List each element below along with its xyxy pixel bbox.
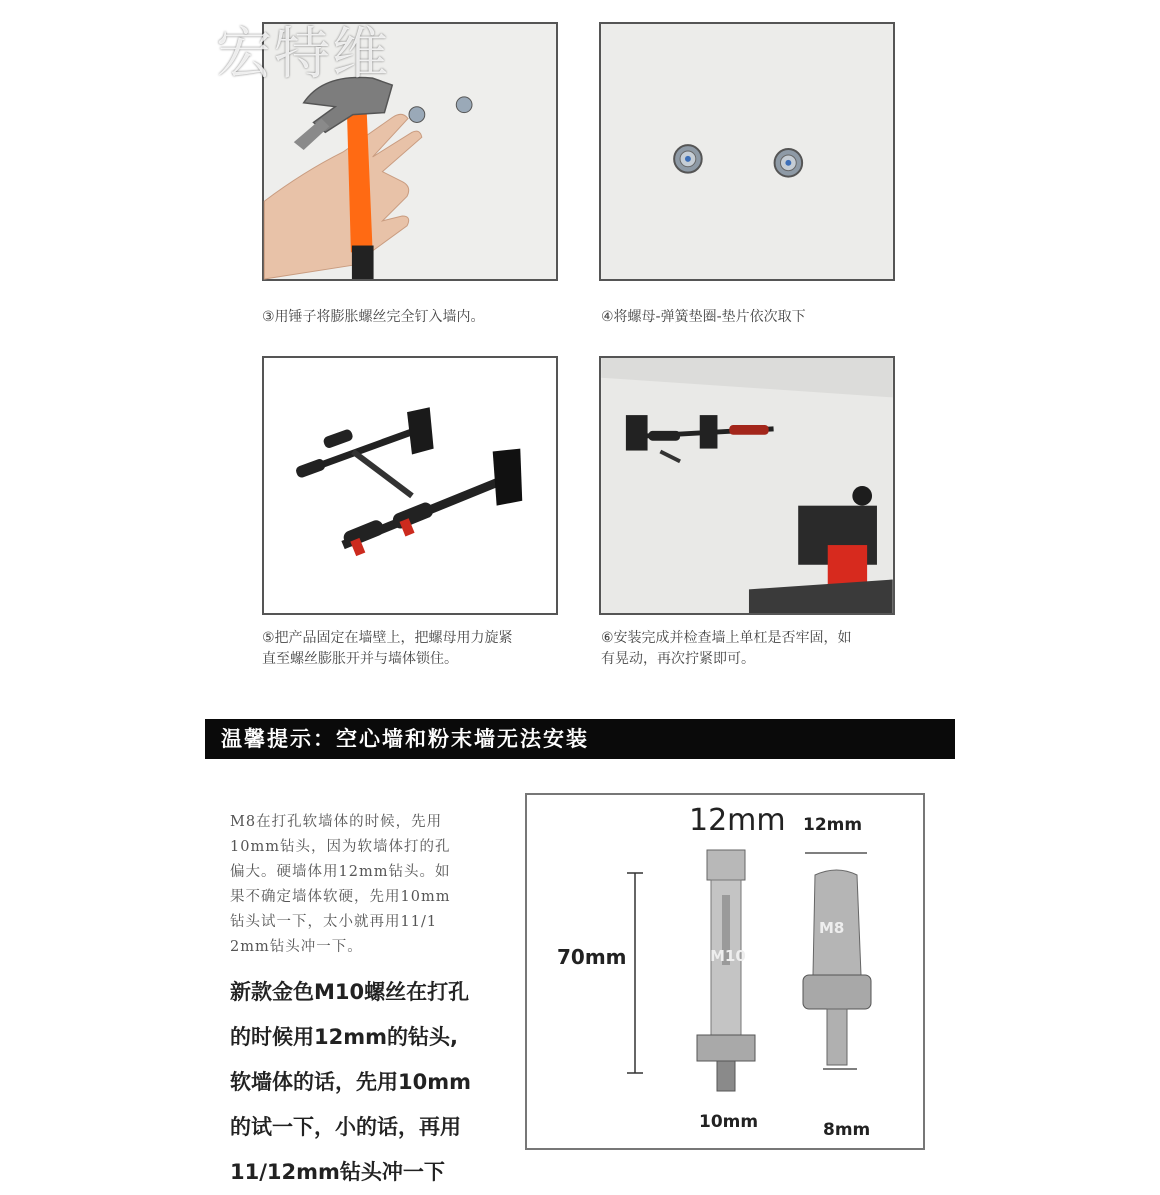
step4-caption bbox=[601, 307, 806, 328]
note-line: 10mm钻头，因为软墙体打的孔 bbox=[230, 839, 451, 855]
caption-line: ④将螺母-弹簧垫圈-垫片依次取下 bbox=[601, 309, 806, 325]
caption-line: 有晃动，再次拧紧即可。 bbox=[601, 651, 755, 667]
m10-top-width-label: 12mm bbox=[689, 803, 786, 838]
note-line: 的试一下，小的话，再用 bbox=[230, 1115, 461, 1139]
caption-line: ⑤把产品固定在墙壁上，把螺母用力旋紧 bbox=[262, 630, 513, 646]
drill-note-m10 bbox=[230, 970, 510, 1184]
bolt-diagram-graphic bbox=[527, 795, 927, 1152]
step4-photo bbox=[599, 22, 895, 281]
bolt-size-diagram bbox=[525, 793, 925, 1150]
step6-photo bbox=[599, 356, 895, 615]
length-label: 70mm bbox=[557, 945, 627, 969]
note-line: 11/12mm钻头冲一下 bbox=[230, 1160, 445, 1184]
caption-line: ⑥安装完成并检查墙上单杠是否牢固，如 bbox=[601, 630, 852, 646]
installed-bar-image bbox=[601, 358, 893, 613]
watermark: 宏特维 bbox=[216, 22, 390, 87]
step3-caption bbox=[262, 307, 485, 328]
caption-line: 直至螺丝膨胀开并与墙体锁住。 bbox=[262, 651, 458, 667]
m10-label: M10 bbox=[710, 947, 746, 965]
pullup-bar-image bbox=[264, 358, 556, 613]
drill-note-m8 bbox=[230, 810, 502, 960]
bolts-image bbox=[601, 24, 893, 279]
note-line: M8在打孔软墙体的时候，先用 bbox=[230, 814, 443, 830]
note-line: 2mm钻头冲一下。 bbox=[230, 939, 363, 955]
step6-caption bbox=[601, 628, 852, 670]
step5-caption bbox=[262, 628, 513, 670]
note-line: 钻头试一下，太小就再用11/1 bbox=[230, 914, 438, 930]
note-line: 新款金色M10螺丝在打孔 bbox=[230, 980, 470, 1004]
m8-label: M8 bbox=[819, 919, 845, 937]
m8-bottom-width-label: 8mm bbox=[823, 1120, 871, 1140]
note-line: 的时候用12mm的钻头, bbox=[230, 1025, 458, 1049]
caption-line: ③用锤子将膨胀螺丝完全钉入墙内。 bbox=[262, 309, 485, 325]
tip-banner: 温馨提示：空心墙和粉末墙无法安装 bbox=[205, 719, 955, 759]
step5-photo bbox=[262, 356, 558, 615]
note-line: 偏大。硬墙体用12mm钻头。如 bbox=[230, 864, 451, 880]
m10-bottom-width-label: 10mm bbox=[699, 1112, 759, 1132]
m8-top-width-label: 12mm bbox=[803, 815, 863, 835]
note-line: 软墙体的话，先用10mm bbox=[230, 1070, 471, 1094]
note-line: 果不确定墙体软硬，先用10mm bbox=[230, 889, 451, 905]
